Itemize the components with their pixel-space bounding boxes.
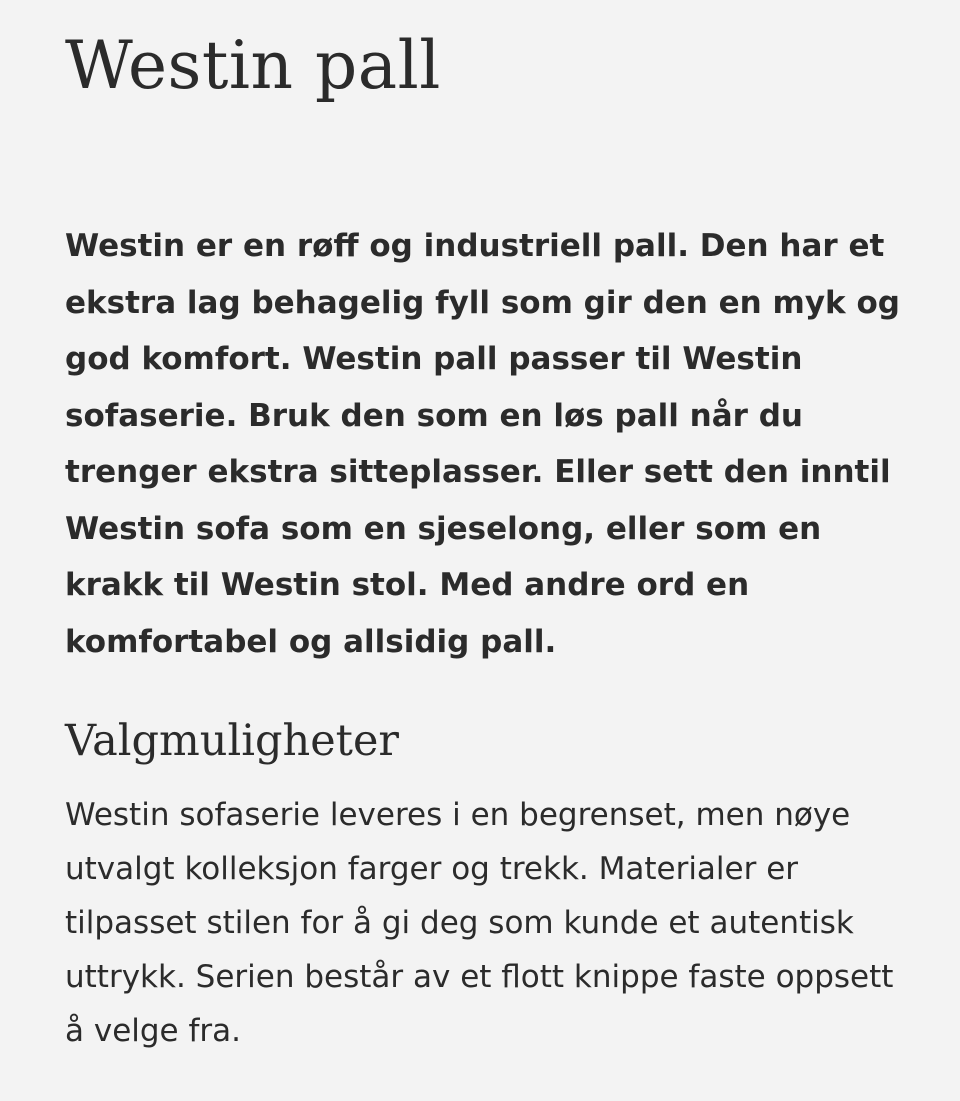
- product-description: Westin er en røff og industriell pall. Den har et ekstra lag behagelig fyll som gir den en myk og god komfort. Westin pall passer til Westin sofaserie. Bruk den som en løs pall når du trenger ekstra sitteplasser. Eller sett den inntil Westin sofa som en sjeselong, eller som en krakk til Westin stol. Med andre ord en komfortabel og allsidig pall.: [65, 228, 900, 660]
- product-title: Westin pall: [65, 27, 441, 104]
- options-text: Westin sofaserie leveres i en begrenset, men nøye utvalgt kolleksjon farger og trekk. Materialer er tilpasset stilen for å gi deg som kunde et autentisk uttrykk. Serien består av et flott knippe faste oppsett å velge fra.: [65, 797, 894, 1049]
- options-heading: Valgmuligheter: [65, 716, 399, 766]
